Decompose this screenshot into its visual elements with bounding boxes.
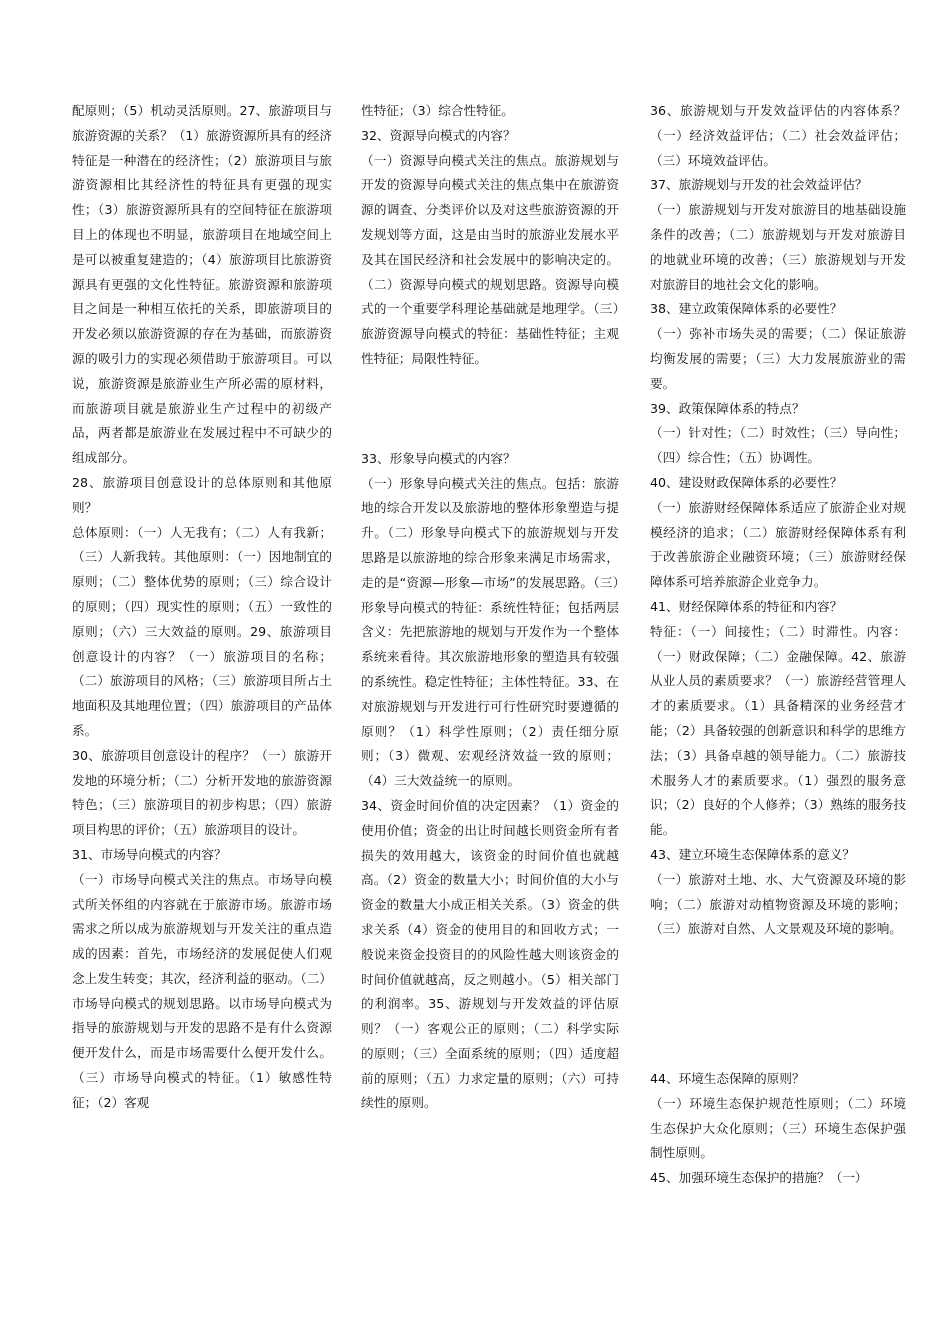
text-paragraph: 30、旅游项目创意设计的程序？（一）旅游开发地的环境分析；（二）分析开发地的旅游资源特色；（三）旅游项目的初步构思；（四）旅游项目构思的评价；（五）旅游项目的设计。	[72, 747, 332, 838]
column-left	[72, 99, 332, 1116]
text-paragraph: （一）旅游对土地、水、大气资源及环境的影响；（二）旅游对动植物资源及环境的影响；（三）旅游对自然、人文景观及环境的影响。	[650, 871, 906, 937]
blank-space	[650, 942, 906, 1067]
question-heading: 32、资源导向模式的内容？	[361, 127, 516, 143]
column-middle	[361, 99, 619, 1116]
text-paragraph: 总体原则：（一）人无我有；（二）人有我新；（三）人新我转。其他原则：（一）因地制宜的原则；（二）整体优势的原则；（三）综合设计的原则；（四）现实性的原则；（五）一致性的原则；（六）三大效益的原则。29、旅游项目创意设计的内容？（一）旅游项目的名称；（二）旅游项目的风格；（三）旅游项目所占土地面积及其地理位置；（四）旅游项目的产品体系。	[72, 524, 332, 738]
text-paragraph: （一）环境生态保护规范性原则；（二）环境生态保护大众化原则；（三）环境生态保护强制性原则。	[650, 1095, 906, 1161]
question-heading: 40、建设财政保障体系的必要性？	[650, 474, 843, 490]
question-heading: 39、政策保障体系的特点？	[650, 400, 805, 416]
question-heading: 41、财经保障体系的特征和内容？	[650, 598, 843, 614]
text-paragraph: （一）旅游财经保障体系适应了旅游企业对规模经济的追求；（二）旅游财经保障体系有利于改善旅游企业融资环境；（三）旅游财经保障体系可培养旅游企业竞争力。	[650, 499, 906, 590]
question-heading: 33、形象导向模式的内容？	[361, 450, 516, 466]
question-heading: 37、旅游规划与开发的社会效益评估？	[650, 177, 868, 193]
text-paragraph: （一）市场导向模式关注的焦点。市场导向模式所关怀组的内容就在于旅游市场。旅游市场需求之所以成为旅游规划与开发关注的重点造成的因素：首先，市场经济的发展促使人们观念上发生转变；其次，经济利益的驱动。（二）市场导向模式的规划思路。以市场导向模式为指导的旅游规划与开发的思路不是有什么资源便开发什么，而是市场需要什么便开发什么。（三）市场导向模式的特征。（1）敏感性特征；（2）客观	[72, 871, 332, 1110]
text-paragraph: （一）旅游规划与开发对旅游目的地基础设施条件的改善；（二）旅游规划与开发对旅游目的地就业环境的改善；（三）旅游规划与开发对旅游目的地社会文化的影响。	[650, 202, 906, 292]
text-paragraph: 特征：（一）间接性；（二）时滞性。内容：（一）财政保障；（二）金融保障。42、旅游从业人员的素质要求？（一）旅游经营管理人才的素质要求。（1）具备精深的业务经营才能；（2）具备较强的创新意识和科学的思维方法；（3）具备卓越的领导能力。（二）旅游技术服务人才的素质要求。（1）强烈的服务意识；（2）良好的个人修养；（3）熟练的服务技能。	[650, 623, 906, 838]
question-heading: 44、环境生态保障的原则？	[650, 1071, 805, 1087]
question-heading: 31、市场导向模式的内容？	[72, 846, 227, 862]
question-heading: 38、建立政策保障体系的必要性？	[650, 301, 843, 317]
text-paragraph: （一）形象导向模式关注的焦点。包括：旅游地的综合开发以及旅游地的整体形象塑造与提升。（二）形象导向模式下的旅游规划与开发思路是以旅游地的综合形象来满足市场需求，走的是“资源—形象—市场”的发展思路。（三）形象导向模式的特征：系统性特征；包括两层含义：先把旅游地的规划与开发作为一个整体系统来看待。其次旅游地形象的塑造具有较强的系统性。稳定性特征；主体性特征。33、在对旅游规划与开发进行可行性研究时要遵循的原则？（1）科学性原则；（2）责任细分原则；（3）微观、宏观经济效益一致的原则；（4）三大效益统一的原则。	[361, 475, 619, 789]
column-right	[650, 99, 906, 1191]
text-paragraph: 36、旅游规划与开发效益评估的内容体系？（一）经济效益评估；（二）社会效益评估；（三）环境效益评估。	[650, 103, 906, 168]
question-heading: 28、旅游项目创意设计的总体原则和其他原则？	[72, 474, 332, 515]
text-paragraph: （一）资源导向模式关注的焦点。旅游规划与开发的资源导向模式关注的焦点集中在旅游资源的调查、分类评价以及对这些旅游资源的开发规划等方面，这是由当时的旅游业发展水平及其在国民经济和社会发展中的影响决定的。（二）资源导向模式的规划思路。资源导向模式的一个重要学科理论基础就是地理学。（三）旅游资源导向模式的特征：基础性特征；主观性特征；局限性特征。	[361, 152, 619, 366]
question-heading: 43、建立环境生态保障体系的意义？	[650, 846, 855, 862]
text-paragraph: （一）弥补市场失灵的需要；（二）保证旅游均衡发展的需要；（三）大力发展旅游业的需要。	[650, 326, 906, 391]
text-paragraph: 34、资金时间价值的决定因素？（1）资金的使用价值；资金的出让时间越长则资金所有者损失的效用越大，该资金的时间价值也就越高。（2）资金的数量大小；时间价值的大小与资金的数量大小成正相关关系。（3）资金的供求关系（4）资金的使用目的和回收方式；一般说来资金投资目的的风险性越大则该资金的时间价值就越高，反之则越小。（5）相关部门的利润率。35、游规划与开发效益的评估原则？（一）客观公正的原则；（二）科学实际的原则；（三）全面系统的原则；（四）适度超前的原则；（五）力求定量的原则；（六）可持续性的原则。	[361, 797, 619, 1111]
text-paragraph: （一）针对性；（二）时效性；（三）导向性；（四）综合性；（五）协调性。	[650, 425, 906, 466]
text-paragraph: 配原则；（5）机动灵活原则。27、旅游项目与旅游资源的关系？（1）旅游资源所具有的经济特征是一种潜在的经济性；（2）旅游项目与旅游资源相比其经济性的特征具有更强的现实性；（3）旅游资源所具有的空间特征在旅游项目上的体现也不明显，旅游项目在地域空间上是可以被重复建造的；（4）旅游项目比旅游资源具有更强的文化性特征。旅游资源和旅游项目之间是一种相互依托的关系，即旅游项目的开发必须以旅游资源的存在为基础，而旅游资源的吸引力的实现必须借助于旅游项目。可以说，旅游资源是旅游业生产所必需的原材料，而旅游项目就是旅游业生产过程中的初级产品，两者都是旅游业在发展过程中不可缺少的组成部分。	[72, 103, 332, 466]
blank-space	[361, 372, 619, 447]
text-paragraph: 性特征；（3）综合性特征。	[361, 103, 514, 118]
text-paragraph: 45、加强环境生态保护的措施？（一）	[650, 1170, 868, 1186]
